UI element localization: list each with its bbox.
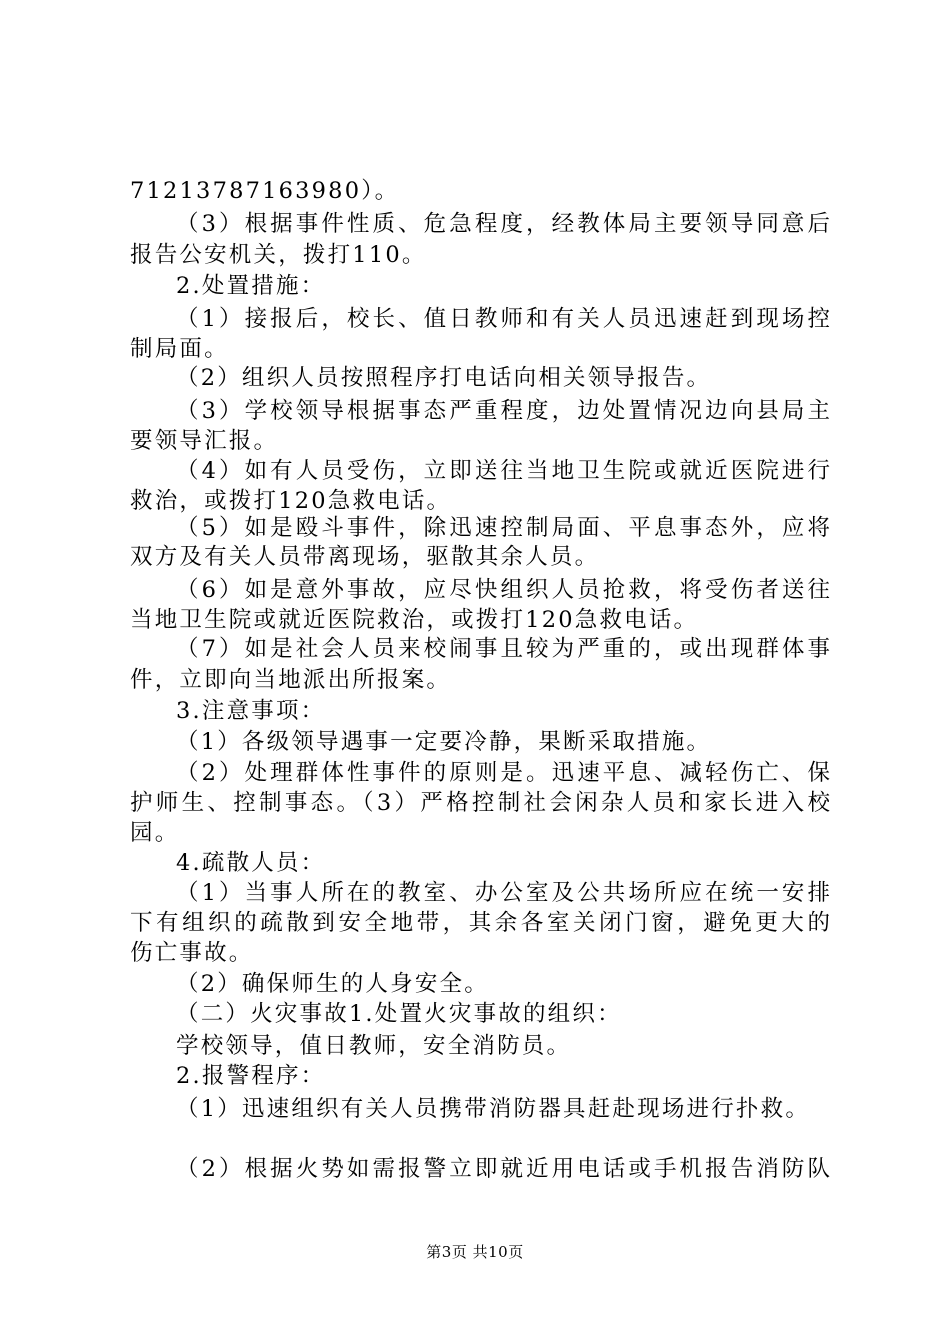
text-line: （3）学校领导根据事态严重程度，边处置情况边向县局主 <box>176 398 830 424</box>
text-line: （6）如是意外事故，应尽快组织人员抢救，将受伤者送往 <box>176 577 830 603</box>
text-line: （3）根据事件性质、危急程度，经教体局主要领导同意后 <box>176 211 830 237</box>
text-line: （2）确保师生的人身安全。 <box>176 971 489 997</box>
text-line: （2）组织人员按照程序打电话向相关领导报告。 <box>176 365 712 391</box>
text-line: 伤亡事故。 <box>130 940 254 966</box>
section-heading: 4.疏散人员： <box>176 850 326 876</box>
text-line: （1）当事人所在的教室、办公室及公共场所应在统一安排 <box>176 880 830 906</box>
text-line: 要领导汇报。 <box>130 428 279 454</box>
text-line: 护师生、控制事态。（3）严格控制社会闲杂人员和家长进入校 <box>130 790 830 816</box>
text-line: （7）如是社会人员来校闹事且较为严重的，或出现群体事 <box>176 636 830 662</box>
text-line: （1）接报后，校长、值日教师和有关人员迅速赶到现场控 <box>176 306 830 332</box>
text-line: 71213787163980）。 <box>130 178 400 204</box>
text-line: 当地卫生院或就近医院救治，或拨打120急救电话。 <box>130 607 699 633</box>
section-heading: 2.处置措施： <box>176 273 326 299</box>
text-line: 件，立即向当地派出所报案。 <box>130 667 452 693</box>
text-line: 双方及有关人员带离现场，驱散其余人员。 <box>130 544 600 570</box>
page-number-footer: 第3页 共10页 <box>426 1243 524 1261</box>
text-line: 下有组织的疏散到安全地带，其余各室关闭门窗，避免更大的 <box>130 910 830 936</box>
text-line: 制局面。 <box>130 336 229 362</box>
text-line: 救治，或拨打120急救电话。 <box>130 488 452 514</box>
text-line: （4）如有人员受伤，立即送往当地卫生院或就近医院进行 <box>176 458 830 484</box>
section-heading: 2.报警程序： <box>176 1063 326 1089</box>
section-heading: （二）火灾事故1.处置火灾事故的组织： <box>176 1001 622 1027</box>
text-line: （1）迅速组织有关人员携带消防器具赶赴现场进行扑救。 <box>176 1096 811 1122</box>
text-line: （2）根据火势如需报警立即就近用电话或手机报告消防队 <box>176 1156 830 1182</box>
text-line: （5）如是殴斗事件，除迅速控制局面、平息事态外，应将 <box>176 515 830 541</box>
text-line: 报告公安机关，拨打110。 <box>130 242 427 268</box>
section-heading: 3.注意事项： <box>176 698 326 724</box>
text-line: 学校领导，值日教师，安全消防员。 <box>176 1033 572 1059</box>
text-line: 园。 <box>130 820 180 846</box>
text-line: （1）各级领导遇事一定要冷静，果断采取措施。 <box>176 729 712 755</box>
text-line: （2）处理群体性事件的原则是。迅速平息、减轻伤亡、保 <box>176 760 830 786</box>
